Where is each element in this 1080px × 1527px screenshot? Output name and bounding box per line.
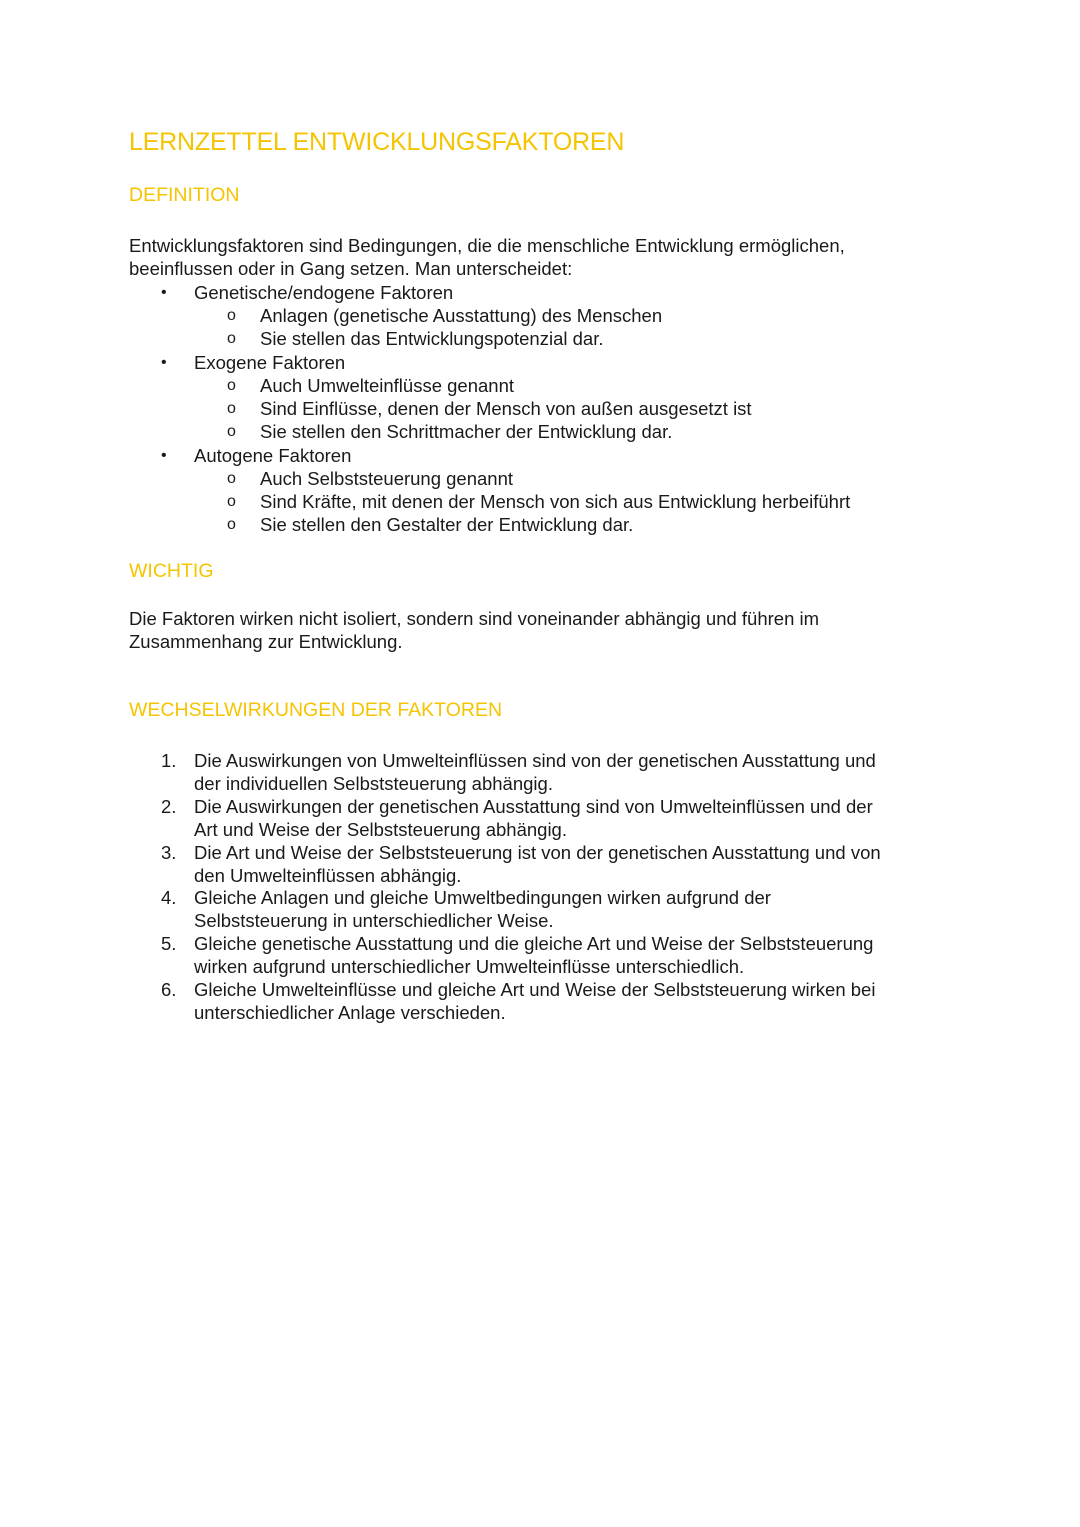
sub-bullet-icon: o xyxy=(227,493,236,510)
definition-intro-line-2: beeinflussen oder in Gang setzen. Man unterscheidet: xyxy=(129,258,573,279)
sub-bullet-icon: o xyxy=(227,423,236,440)
list-item-line: Art und Weise der Selbststeuerung abhängig. xyxy=(194,819,567,840)
wichtig-heading: WICHTIG xyxy=(129,560,214,582)
factor-label-genetic: Genetische/endogene Faktoren xyxy=(194,282,454,303)
factor-item: Sind Einflüsse, denen der Mensch von außen ausgesetzt ist xyxy=(260,398,752,419)
bullet-icon: • xyxy=(161,354,167,371)
list-number: 3. xyxy=(161,842,177,863)
sub-bullet-icon: o xyxy=(227,470,236,487)
list-item-line: Die Art und Weise der Selbststeuerung ist von der genetischen Ausstattung und von xyxy=(194,842,881,863)
factor-label-autogenous: Autogene Faktoren xyxy=(194,445,352,466)
list-number: 4. xyxy=(161,887,177,908)
wechselwirkungen-heading: WECHSELWIRKUNGEN DER FAKTOREN xyxy=(129,699,503,721)
list-number: 6. xyxy=(161,979,177,1000)
factor-item: Auch Umwelteinflüsse genannt xyxy=(260,375,515,396)
list-item-line: wirken aufgrund unterschiedlicher Umwelteinflüsse unterschiedlich. xyxy=(194,956,745,977)
sub-bullet-icon: o xyxy=(227,307,236,324)
list-item-line: Selbststeuerung in unterschiedlicher Weise. xyxy=(194,910,554,931)
list-item-line: unterschiedlicher Anlage verschieden. xyxy=(194,1002,506,1023)
factor-item: Anlagen (genetische Ausstattung) des Menschen xyxy=(260,305,663,326)
definition-intro-line-1: Entwicklungsfaktoren sind Bedingungen, die die menschliche Entwicklung ermöglichen, xyxy=(129,235,845,256)
list-item-line: Die Auswirkungen von Umwelteinflüssen sind von der genetischen Ausstattung und xyxy=(194,750,876,771)
list-item-line: Die Auswirkungen der genetischen Ausstattung sind von Umwelteinflüssen und der xyxy=(194,796,873,817)
list-item-line: den Umwelteinflüssen abhängig. xyxy=(194,865,462,886)
page-title: LERNZETTEL ENTWICKLUNGSFAKTOREN xyxy=(129,128,625,156)
list-item-line: Gleiche genetische Ausstattung und die gleiche Art und Weise der Selbststeuerung xyxy=(194,933,874,954)
list-item-line: der individuellen Selbststeuerung abhängig. xyxy=(194,773,553,794)
sub-bullet-icon: o xyxy=(227,516,236,533)
factor-item: Sind Kräfte, mit denen der Mensch von sich aus Entwicklung herbeiführt xyxy=(260,491,851,512)
sub-bullet-icon: o xyxy=(227,400,236,417)
bullet-icon: • xyxy=(161,447,167,464)
wichtig-line-1: Die Faktoren wirken nicht isoliert, sondern sind voneinander abhängig und führen im xyxy=(129,608,820,629)
sub-bullet-icon: o xyxy=(227,377,236,394)
factor-label-exogenous: Exogene Faktoren xyxy=(194,352,346,373)
factor-item: Sie stellen den Schrittmacher der Entwicklung dar. xyxy=(260,421,673,442)
bullet-icon: • xyxy=(161,284,167,301)
factor-item: Sie stellen den Gestalter der Entwicklung dar. xyxy=(260,514,634,535)
list-item-line: Gleiche Umwelteinflüsse und gleiche Art und Weise der Selbststeuerung wirken bei xyxy=(194,979,876,1000)
list-number: 1. xyxy=(161,750,177,771)
sub-bullet-icon: o xyxy=(227,330,236,347)
list-item-line: Gleiche Anlagen und gleiche Umweltbedingungen wirken aufgrund der xyxy=(194,887,771,908)
list-number: 2. xyxy=(161,796,177,817)
factor-item: Auch Selbststeuerung genannt xyxy=(260,468,514,489)
wichtig-line-2: Zusammenhang zur Entwicklung. xyxy=(129,631,403,652)
definition-heading: DEFINITION xyxy=(129,184,240,206)
list-number: 5. xyxy=(161,933,177,954)
factor-item: Sie stellen das Entwicklungspotenzial dar. xyxy=(260,328,604,349)
